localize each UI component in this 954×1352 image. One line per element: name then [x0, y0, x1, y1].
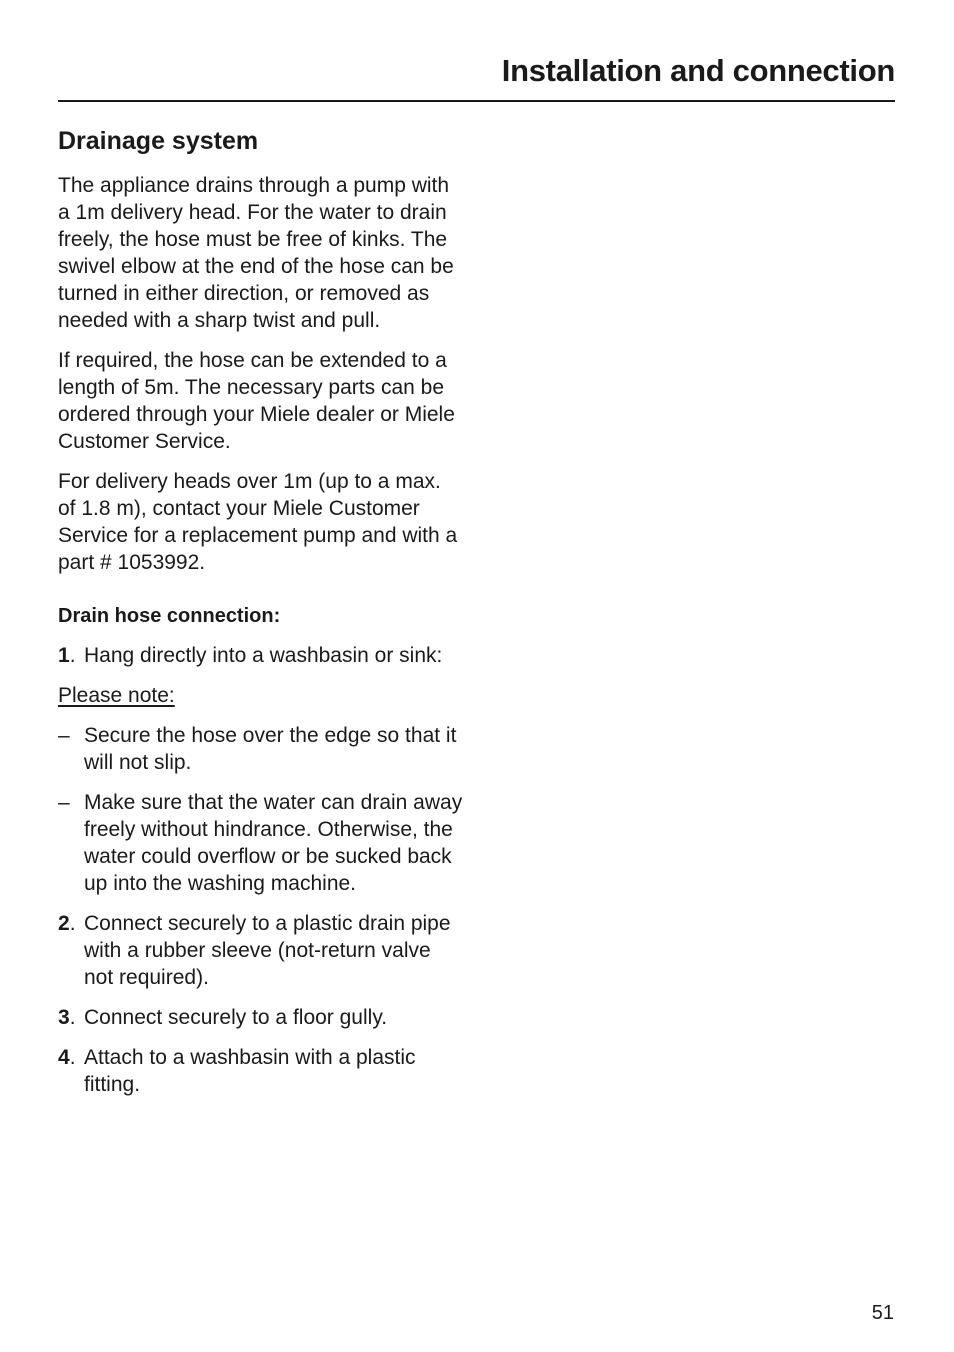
list-item	[58, 642, 463, 669]
paragraph: If required, the hose can be extended to a length of 5m. The necessary parts can be ordered through your Miele dealer or Miele Customer Service.	[58, 349, 455, 453]
section-title: Drainage system	[58, 127, 259, 155]
step-number: 4.	[58, 1046, 76, 1069]
list-item	[58, 1004, 463, 1031]
step-text: Connect securely to a floor gully.	[84, 1006, 388, 1029]
step-text: Connect securely to a plastic drain pipe with a rubber sleeve (not-return valve not required).	[84, 912, 451, 989]
page-number: 51	[871, 1302, 894, 1324]
content-column	[58, 124, 463, 1111]
dash-bullet: –	[58, 791, 70, 814]
list-item	[58, 722, 463, 776]
note-text: Secure the hose over the edge so that it will not slip.	[84, 724, 457, 774]
list-item	[58, 789, 463, 897]
step-number: 2.	[58, 912, 76, 935]
step-text: Hang directly into a washbasin or sink:	[84, 644, 443, 667]
page-header	[58, 50, 895, 102]
note-text: Make sure that the water can drain away freely without hindrance. Otherwise, the water could overflow or be sucked back up into the washing machine.	[84, 791, 463, 895]
note-label: Please note:	[58, 684, 175, 707]
subheading: Drain hose connection:	[58, 605, 281, 627]
page-title: Installation and connection	[501, 53, 895, 88]
list-item	[58, 910, 463, 991]
paragraph: For delivery heads over 1m (up to a max. of 1.8 m), contact your Miele Customer Service for a replacement pump and with a part # 1053992.	[58, 470, 458, 574]
step-number: 1.	[58, 644, 76, 667]
step-text: Attach to a washbasin with a plastic fitting.	[84, 1046, 416, 1096]
step-number: 3.	[58, 1006, 76, 1029]
dash-bullet: –	[58, 724, 70, 747]
list-item	[58, 1044, 463, 1098]
paragraph: The appliance drains through a pump with a 1m delivery head. For the water to drain freely, the hose must be free of kinks. The swivel elbow at the end of the hose can be turned in either direction, or removed as needed with a sharp twist and pull.	[58, 174, 454, 332]
